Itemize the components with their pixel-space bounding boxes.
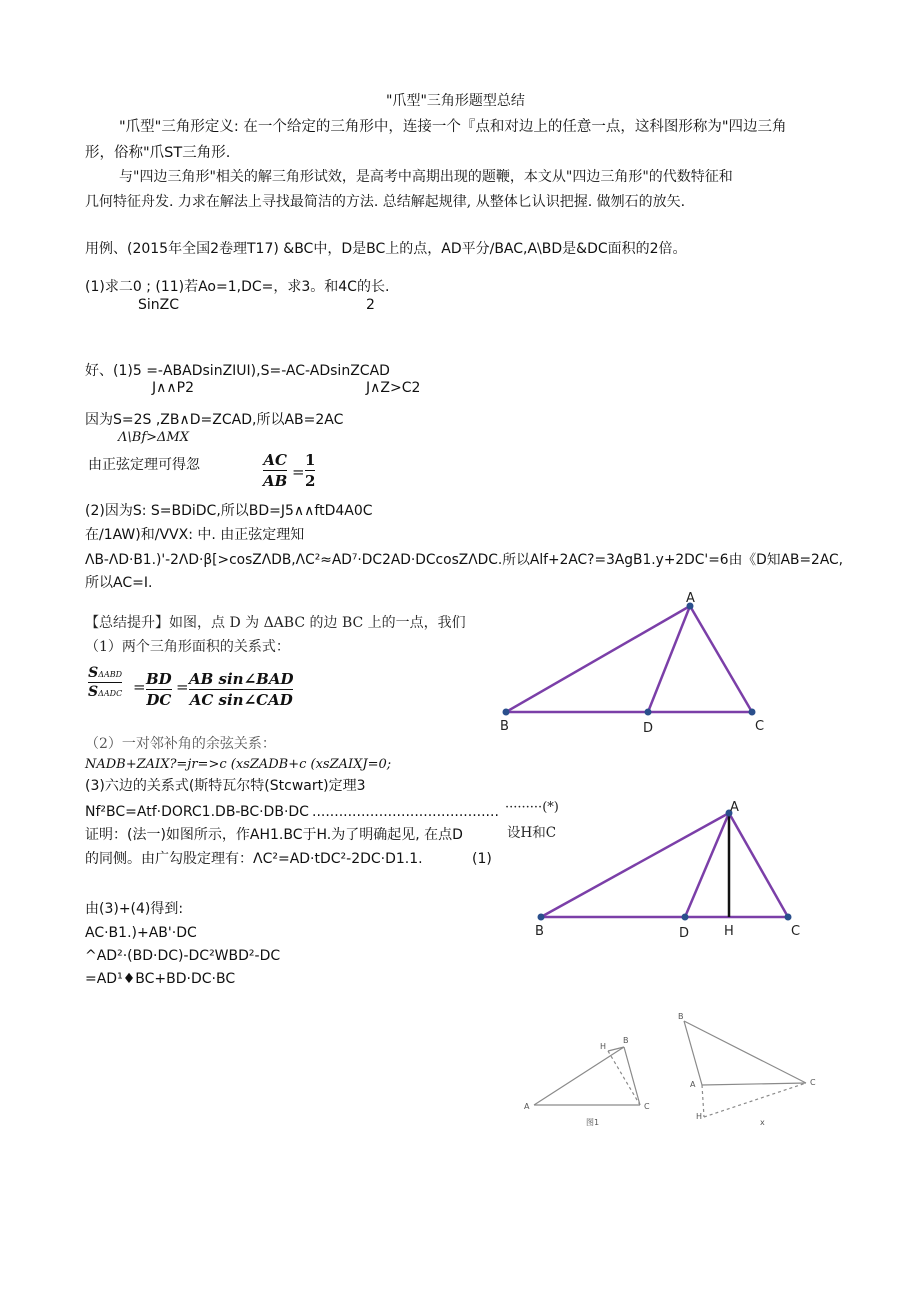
area-ratio-left [88,665,122,700]
intro-line-1: 与"四边三角形"相关的解三角形试效，是高考中高期出现的题鞭，本文从"四边三角形"的代数特征和 [119,169,733,185]
fig1-label-d: D [643,721,654,736]
proof-line-1: 证明：(法一)如图所示，作AH1.BC于H.为了明确起见, 在点D [85,827,463,843]
fig3-right-label-a: A [690,1080,696,1089]
from-line: 由(3)+(4)得到: [85,901,184,917]
fig3-right-label-c: C [810,1078,816,1087]
area-dc: DC [146,691,172,709]
fig1-label-c: C [755,719,765,734]
page-title: "爪型"三角形题型总结 [386,93,525,109]
proof-line-2-num: (1) [472,851,492,867]
summary-item-3: (3)六边的关系式(斯特瓦尔特(Stcwart)定理3 [85,778,366,794]
example-statement: 用例、(2015年全国2卷理T17) &BC中，D是BC上的点，AD平分∕BAC,A\BD是&DC面积的2倍。 [85,241,687,257]
figure-obtuse-cases [510,1005,840,1130]
solution-2-line-3: ΛB-ΛD·B1.)'-2ΛD·β[>cosZΛDB,ΛC²≈AD⁷·DC2AD·DCcosZΛDC.所以Alf+2AC?=3AgB1.y+2DC'=6由《D知AB=2AC, [85,552,844,568]
area-eq-1: = [133,678,146,696]
area-s-top-sub: ΔABD [98,670,123,679]
solution-1-sub-b: J∧Z>C2 [366,380,421,396]
fig3-left-side-ab [534,1047,624,1105]
fig3-right-label-b: B [678,1012,684,1021]
fig1-side-ac [690,606,752,712]
question-1: (1)求二0 ; (11)若Ao=1,DC=，求3。和4C的长. [85,279,390,295]
fig3-left-label-b: B [623,1036,629,1045]
fig1-point-d [645,709,652,716]
area-s-bot: S [88,684,99,700]
solution-2-line-1: (2)因为S: S=BDiDC,所以BD=J5∧∧ftD4A0C [85,503,373,519]
sine-rule-text: 由正弦定理可得忽 [88,457,200,473]
sine-frac-eq: = [292,463,305,481]
sine-frac-val-num: 1 [305,451,316,469]
fig2-side-ba [541,813,729,917]
stewart-dots: .......................................... [312,804,499,820]
definition-line-2: 形，俗称"爪ST三角形. [85,145,231,161]
sine-frac-num: AC [263,451,287,469]
because-line: 因为S=2S ,ZB∧D=ZCAD,所以AB=2AC [85,412,344,428]
summary-title: 【总结提升】如图，点 D 为 ΔABC 的边 BC 上的一点，我们 [85,615,466,631]
fig1-point-c [749,709,756,716]
area-s-top: S [88,665,99,681]
solution-2-line-4: 所以AC=I. [85,575,153,591]
fig1-label-a: A [686,591,695,606]
calc-line-1: AC·B1.)+AB'·DC [85,925,197,941]
fig1-side-ba [506,606,690,712]
sine-fraction-value [305,451,315,490]
cos-relation: NADB+ZAIX?=jr=>c (xsZADB+c (xsZAIXJ=0; [85,757,392,772]
fig3-right-label-h: H [696,1112,703,1121]
fig1-segment-ad [648,606,690,712]
fig2-label-d: D [679,926,690,941]
fig3-left-caption: 图1 [586,1118,600,1127]
proof-line-1-cont: 设H和C [507,825,557,841]
fig3-left-label-h: H [600,1042,607,1051]
fig3-right-side-ba [684,1021,702,1085]
stewart-formula: Nf²BC=Atf·DORC1.DB-BC·DB·DC [85,804,309,820]
calc-line-3: =AD¹♦BC+BD·DC·BC [85,971,236,987]
fig1-point-b [503,709,510,716]
fig2-label-b: B [535,924,544,939]
intro-line-2: 几何特征舟发. 力求在解法上寻找最简洁的方法. 总结解起规律, 从整体匕认识把握. 做刎石的放矢. [85,194,686,210]
fig3-right-dash-ah [702,1085,704,1117]
fig3-left-label-a: A [524,1102,530,1111]
fig2-point-b [538,914,545,921]
fig1-label-b: B [500,719,509,734]
fig3-left-side-bc [624,1047,640,1105]
sine-fraction [263,451,287,490]
proof-line-2: 的同侧。由广勾股定理有：ΛC²=AD·tDC²-2DC·D1.1. [85,851,423,867]
area-r-num: AB sin∠BAD [189,670,294,688]
fig2-point-d [682,914,689,921]
fig3-right-side-bc [684,1021,806,1083]
question-sub-b: 2 [366,297,375,313]
stewart-mark: ·········(*) [505,800,559,815]
sine-frac-val-den: 2 [305,472,316,490]
fig2-side-ac [729,813,788,917]
fig3-right-dash-hc [704,1083,806,1117]
fig2-label-h: H [724,924,734,939]
because-sub: Λ\Bf>ΔMX [118,430,189,445]
area-ratio-mid [146,670,172,709]
summary-item-2: （2）一对邻补角的余弦关系： [85,736,276,752]
fig2-label-c: C [791,924,801,939]
area-eq-2: = [176,678,189,696]
sine-frac-den: AB [263,472,288,490]
fig2-point-c [785,914,792,921]
calc-line-2: ^AD²·(BD·DC)-DC²WBD²-DC [85,948,281,964]
fig2-segment-ad [685,813,729,917]
area-bd: BD [146,670,172,688]
area-ratio-right [189,670,293,709]
definition-line-1: "爪型"三角形定义: 在一个给定的三角形中，连接一个『点和对边上的任意一点，这科图形称为"四边三角 [119,119,787,135]
figure-triangle-adh [525,795,815,945]
figure-triangle-abd [490,590,780,740]
solution-1-line: 好、(1)5 =-ABADsinZIUI),S=-AC-ADsinZCAD [85,363,390,379]
question-sub-a: SinZC [138,297,180,313]
area-r-den: AC sin∠CAD [189,691,293,709]
area-s-bot-sub: ΔADC [98,689,123,698]
fig2-label-a: A [730,800,739,815]
solution-2-line-2: 在/1AW)和/VVX: 中. 由正弦定理知 [85,527,305,543]
fig3-left-label-c: C [644,1102,650,1111]
fig3-left-dash-hc [608,1051,640,1105]
summary-item-1: （1）两个三角形面积的关系式： [85,639,290,655]
solution-1-sub-a: J∧∧P2 [152,380,194,396]
fig3-right-mark: x [760,1118,765,1127]
fig3-right-side-ac [702,1083,806,1085]
